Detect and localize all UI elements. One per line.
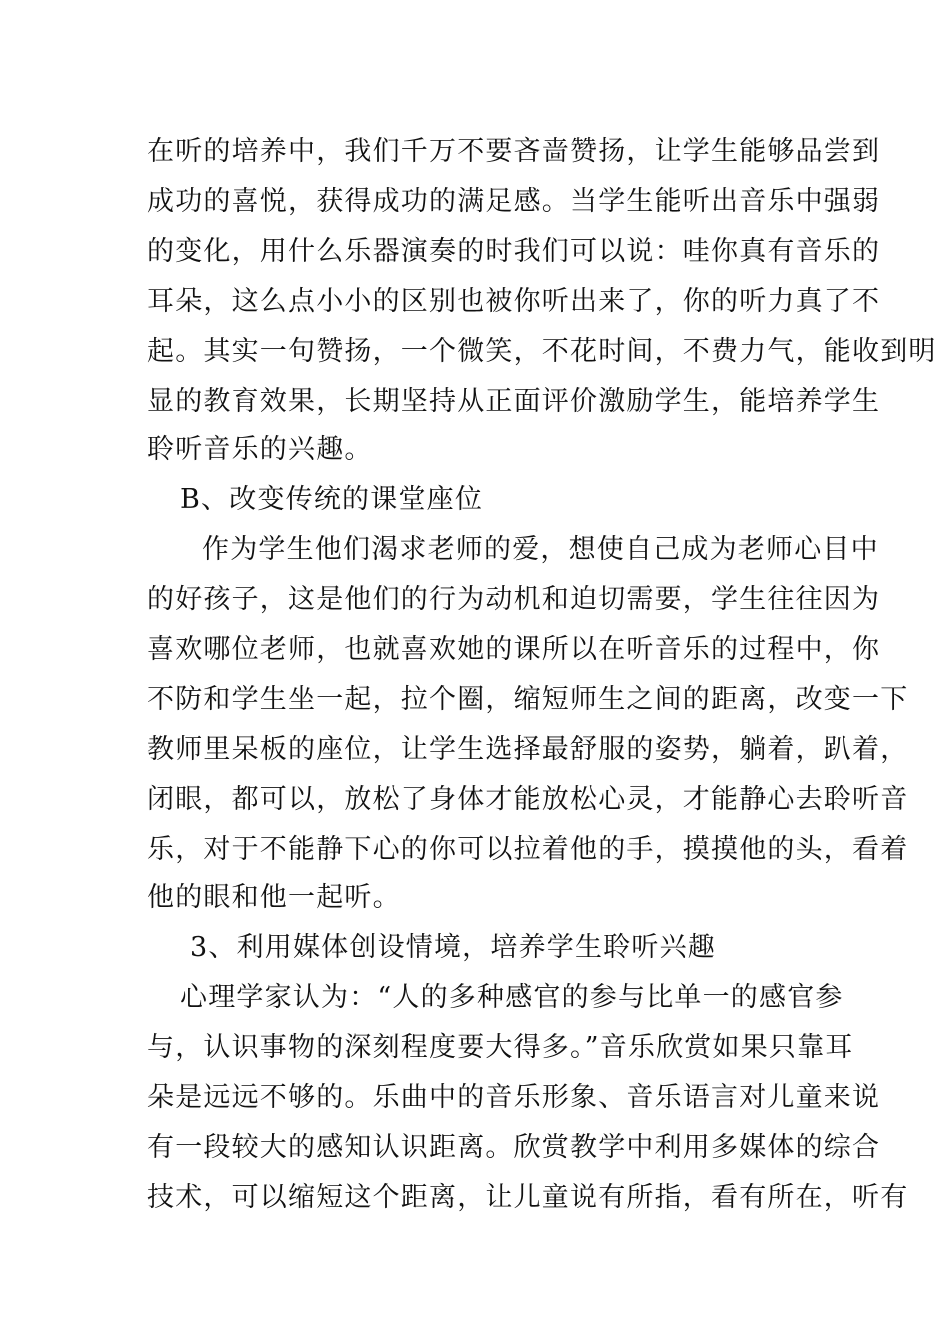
- paragraph-3-line-1: 心理学家认为：“人的多种感官的参与比单一的感官参: [180, 982, 844, 1013]
- paragraph-2-line-8: 他的眼和他一起听。: [147, 882, 401, 913]
- paragraph-2-line-1: 作为学生他们渴求老师的爱，想使自己成为老师心目中: [202, 534, 879, 565]
- paragraph-1-line-2: 成功的喜悦，获得成功的满足感。当学生能听出音乐中强弱: [147, 186, 881, 217]
- paragraph-3-line-3: 朵是远远不够的。乐曲中的音乐形象、音乐语言对儿童来说: [147, 1082, 881, 1113]
- paragraph-1-line-5: 起。其实一句赞扬，一个微笑，不花时间，不费力气，能收到明: [147, 336, 937, 367]
- paragraph-2-line-2: 的好孩子，这是他们的行为动机和迫切需要，学生往往因为: [147, 584, 881, 615]
- paragraph-2-line-3: 喜欢哪位老师，也就喜欢她的课所以在听音乐的过程中，你: [147, 634, 881, 665]
- paragraph-1-line-3: 的变化，用什么乐器演奏的时我们可以说：哇你真有音乐的: [147, 236, 881, 267]
- paragraph-3-line-4: 有一段较大的感知认识距离。欣赏教学中利用多媒体的综合: [147, 1132, 881, 1163]
- paragraph-1-line-1: 在听的培养中，我们千万不要吝啬赞扬，让学生能够品尝到: [147, 136, 881, 167]
- paragraph-1-line-7: 聆听音乐的兴趣。: [147, 434, 373, 465]
- paragraph-1-line-6: 显的教育效果，长期坚持从正面评价激励学生，能培养学生: [147, 386, 881, 417]
- paragraph-3-line-2: 与，认识事物的深刻程度要大得多。”音乐欣赏如果只靠耳: [147, 1032, 854, 1063]
- paragraph-2-line-7: 乐，对于不能静下心的你可以拉着他的手，摸摸他的头，看着: [147, 834, 909, 865]
- paragraph-2-line-5: 教师里呆板的座位，让学生选择最舒服的姿势，躺着，趴着，: [147, 734, 909, 765]
- paragraph-1-line-4: 耳朵，这么点小小的区别也被你听出来了，你的听力真了不: [147, 286, 881, 317]
- section-heading-b: B、改变传统的课堂座位: [180, 484, 484, 515]
- paragraph-2-line-6: 闭眼，都可以，放松了身体才能放松心灵，才能静心去聆听音: [147, 784, 909, 815]
- paragraph-3-line-5: 技术，可以缩短这个距离，让儿童说有所指，看有所在，听有: [147, 1182, 909, 1213]
- section-heading-3: 3、利用媒体创设情境，培养学生聆听兴趣: [190, 932, 716, 963]
- paragraph-2-line-4: 不防和学生坐一起，拉个圈，缩短师生之间的距离，改变一下: [147, 684, 909, 715]
